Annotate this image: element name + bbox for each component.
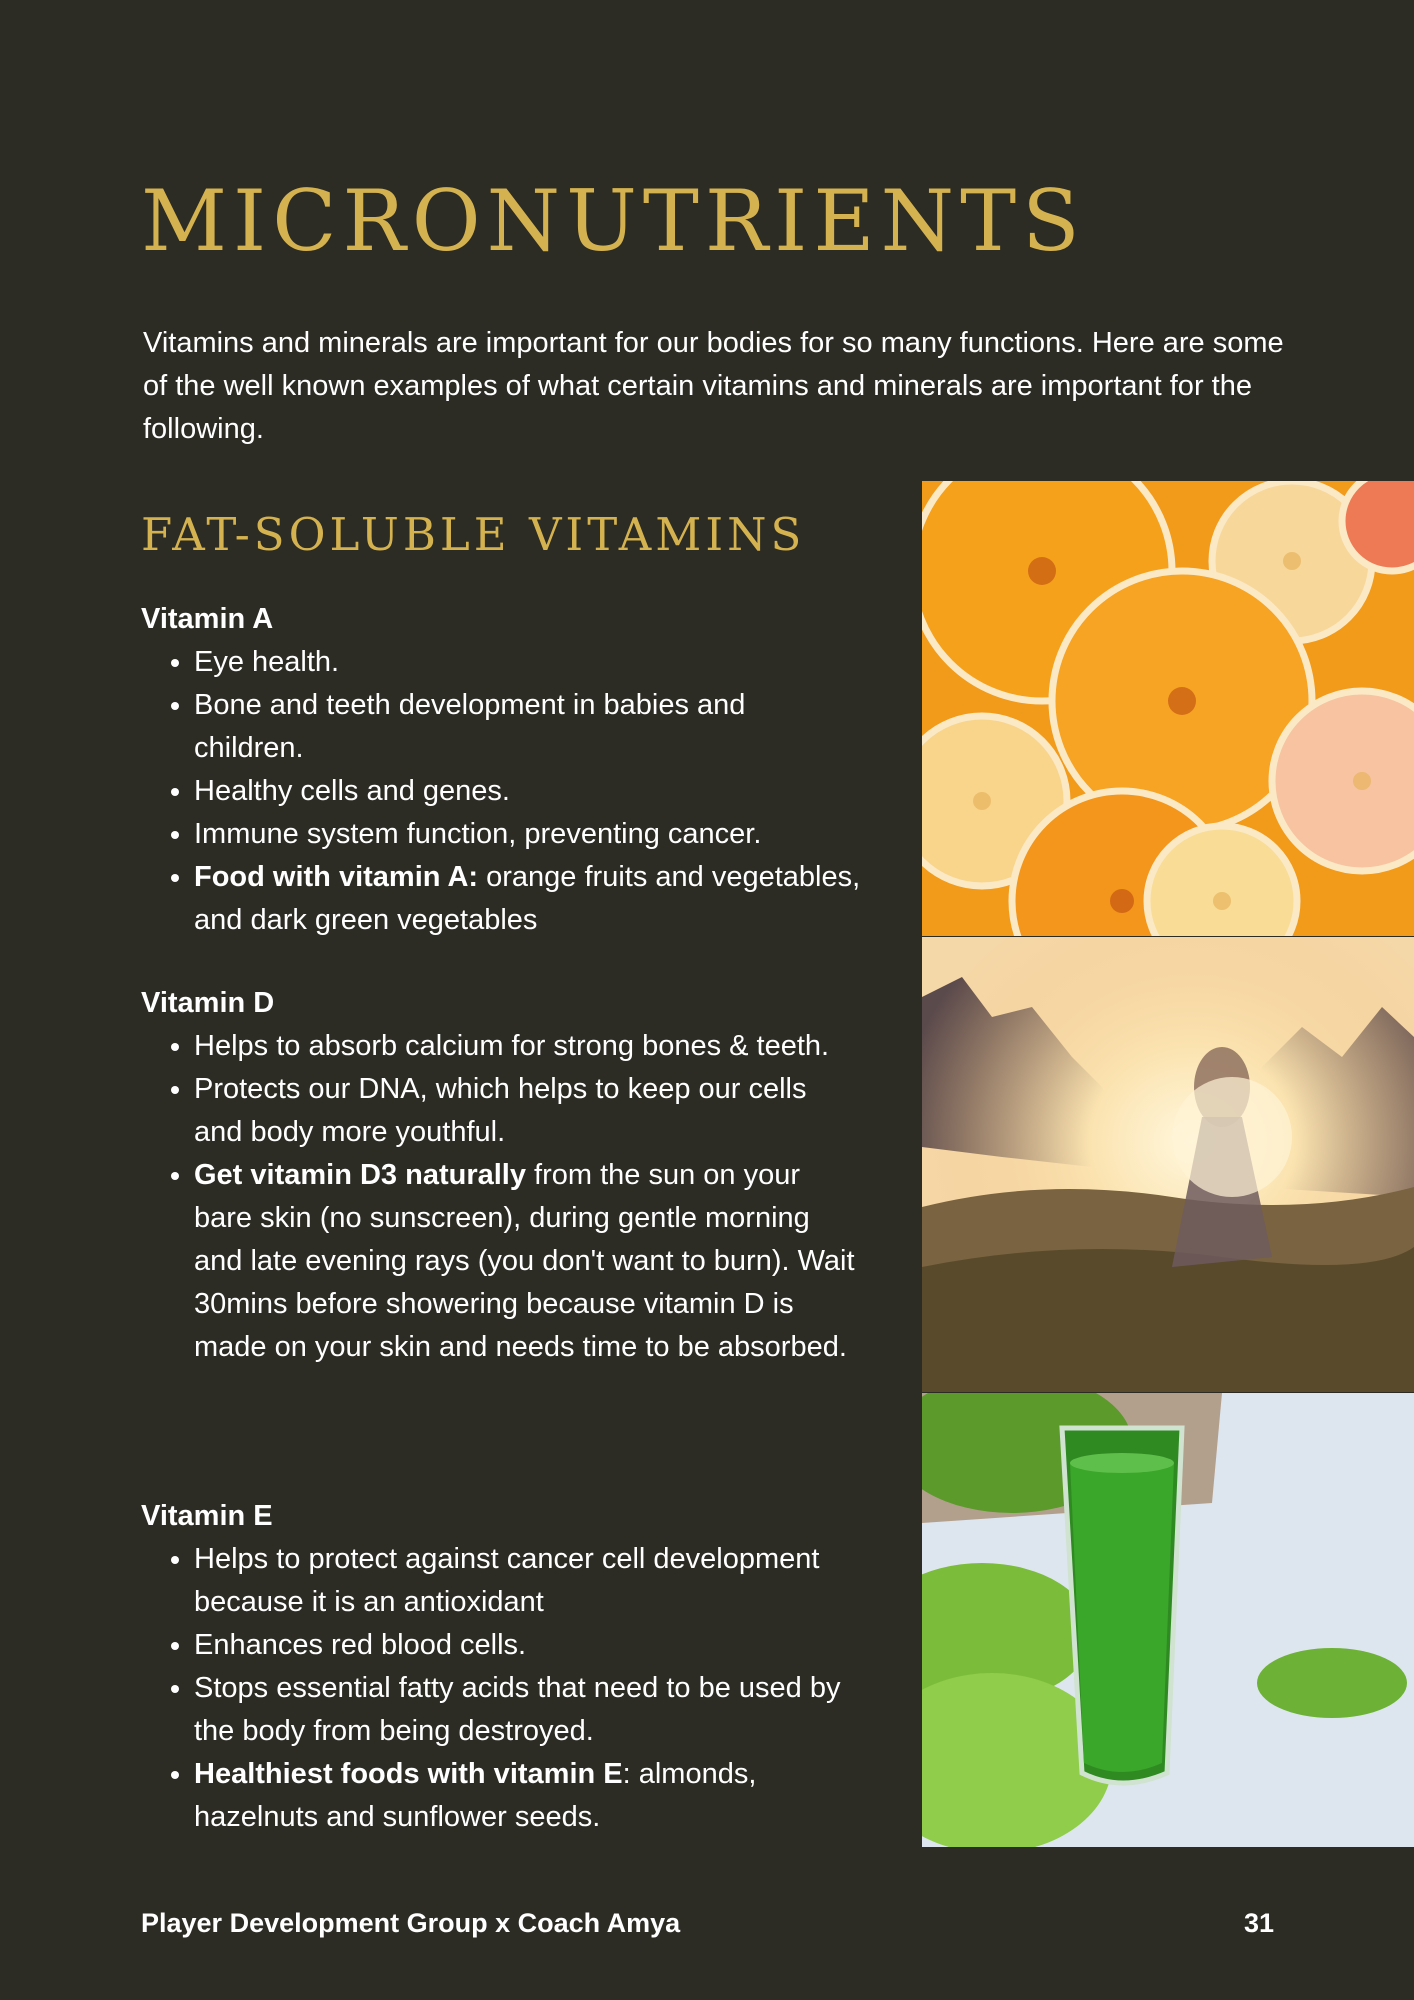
list-item: • Get vitamin D3 naturally from the sun on your bare skin (no sunscreen), during gentle morning and late evening rays (you don't want to burn). Wait 30mins before showering because vitamin D is made on your skin and needs time to be absorbed. [194, 1154, 861, 1369]
list-item: • Bone and teeth development in babies and children. [194, 684, 861, 770]
intro-paragraph: Vitamins and minerals are important for our bodies for so many functions. Here are some of the well known examples of what certain vitamins and minerals are important for the following. [143, 327, 1284, 445]
list-item: • Eye health. [194, 641, 861, 684]
citrus-photo [922, 481, 1414, 936]
list-item: • Healthiest foods with vitamin E: almonds, hazelnuts and sunflower seeds. [194, 1753, 861, 1839]
vitamin-e-section [141, 1495, 861, 1839]
green-juice-photo [922, 1393, 1414, 1847]
list-item: • Helps to protect against cancer cell development because it is an antioxidant [194, 1538, 861, 1624]
vitamin-e-list [141, 1538, 861, 1839]
vitamin-d-section [141, 982, 861, 1369]
page-number: 31 [1243, 1908, 1274, 1938]
list-item: • Protects our DNA, which helps to keep our cells and body more youthful. [194, 1068, 861, 1154]
vitamin-e-heading: Vitamin E [141, 1500, 273, 1532]
list-item: • Food with vitamin A: orange fruits and vegetables, and dark green vegetables [194, 856, 861, 942]
vitamin-a-heading: Vitamin A [141, 603, 274, 635]
list-item: • Healthy cells and genes. [194, 770, 861, 813]
vitamin-a-list [141, 641, 861, 942]
list-item: • Enhances red blood cells. [194, 1624, 861, 1667]
sunset-field-photo [922, 937, 1414, 1392]
list-item: • Helps to absorb calcium for strong bones & teeth. [194, 1025, 861, 1068]
footer-brand: Player Development Group x Coach Amya [141, 1908, 681, 1938]
vitamin-a-section [141, 598, 861, 942]
section-heading: FAT-SOLUBLE VITAMINS [141, 508, 806, 561]
list-item: • Immune system function, preventing cancer. [194, 813, 861, 856]
vitamin-d-heading: Vitamin D [141, 987, 275, 1019]
list-item: • Stops essential fatty acids that need to be used by the body from being destroyed. [194, 1667, 861, 1753]
vitamin-d-list [141, 1025, 861, 1369]
page-title: MICRONUTRIENTS [141, 172, 1086, 270]
